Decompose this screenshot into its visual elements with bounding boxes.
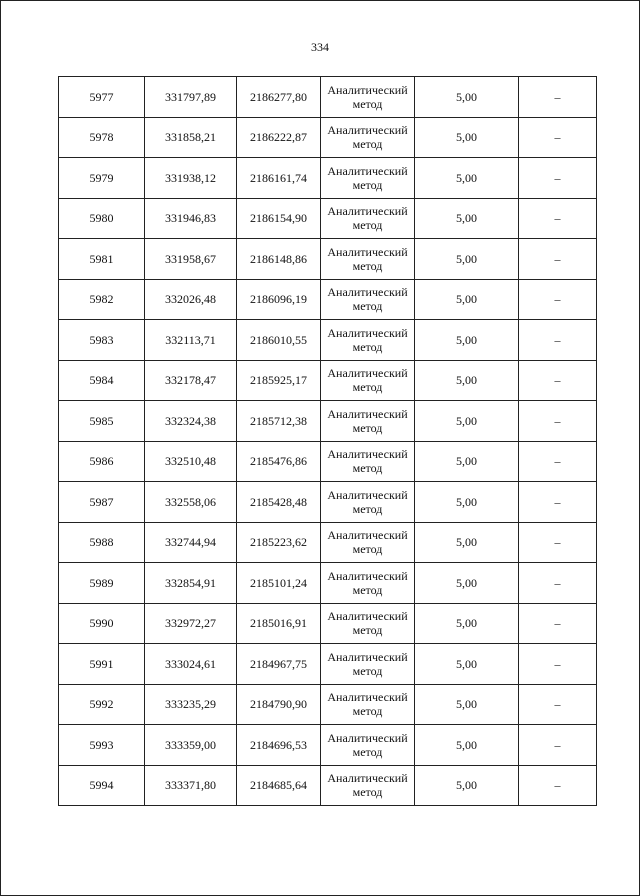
table-row	[59, 360, 597, 401]
note-cell: –	[519, 77, 597, 118]
y-coordinate-cell: 2185428,48	[237, 482, 321, 523]
point-id-cell: 5986	[59, 441, 145, 482]
y-coordinate-cell: 2186096,19	[237, 279, 321, 320]
method-cell: Аналитический метод	[321, 725, 415, 766]
y-coordinate-cell: 2185712,38	[237, 401, 321, 442]
x-coordinate-cell: 331958,67	[145, 239, 237, 280]
table-row	[59, 320, 597, 361]
y-coordinate-cell: 2184685,64	[237, 765, 321, 806]
x-coordinate-cell: 333235,29	[145, 684, 237, 725]
table-body	[59, 77, 597, 806]
note-cell: –	[519, 320, 597, 361]
y-coordinate-cell: 2186161,74	[237, 158, 321, 199]
note-cell: –	[519, 441, 597, 482]
accuracy-cell: 5,00	[415, 77, 519, 118]
x-coordinate-cell: 333359,00	[145, 725, 237, 766]
x-coordinate-cell: 332178,47	[145, 360, 237, 401]
accuracy-cell: 5,00	[415, 198, 519, 239]
table-row	[59, 158, 597, 199]
method-cell: Аналитический метод	[321, 644, 415, 685]
method-cell: Аналитический метод	[321, 522, 415, 563]
table-row	[59, 765, 597, 806]
page-number: 334	[311, 40, 329, 54]
x-coordinate-cell: 331938,12	[145, 158, 237, 199]
y-coordinate-cell: 2186010,55	[237, 320, 321, 361]
table-row	[59, 117, 597, 158]
x-coordinate-cell: 331858,21	[145, 117, 237, 158]
x-coordinate-cell: 333024,61	[145, 644, 237, 685]
note-cell: –	[519, 360, 597, 401]
point-id-cell: 5981	[59, 239, 145, 280]
method-cell: Аналитический метод	[321, 401, 415, 442]
x-coordinate-cell: 332113,71	[145, 320, 237, 361]
coordinates-table	[58, 76, 597, 806]
note-cell: –	[519, 522, 597, 563]
point-id-cell: 5979	[59, 158, 145, 199]
y-coordinate-cell: 2186222,87	[237, 117, 321, 158]
x-coordinate-cell: 332854,91	[145, 563, 237, 604]
table-row	[59, 482, 597, 523]
y-coordinate-cell: 2185223,62	[237, 522, 321, 563]
y-coordinate-cell: 2185101,24	[237, 563, 321, 604]
note-cell: –	[519, 603, 597, 644]
note-cell: –	[519, 158, 597, 199]
method-cell: Аналитический метод	[321, 320, 415, 361]
accuracy-cell: 5,00	[415, 239, 519, 280]
method-cell: Аналитический метод	[321, 765, 415, 806]
point-id-cell: 5978	[59, 117, 145, 158]
note-cell: –	[519, 279, 597, 320]
method-cell: Аналитический метод	[321, 684, 415, 725]
x-coordinate-cell: 332744,94	[145, 522, 237, 563]
note-cell: –	[519, 117, 597, 158]
accuracy-cell: 5,00	[415, 563, 519, 604]
table-row	[59, 522, 597, 563]
method-cell: Аналитический метод	[321, 603, 415, 644]
method-cell: Аналитический метод	[321, 360, 415, 401]
note-cell: –	[519, 644, 597, 685]
point-id-cell: 5980	[59, 198, 145, 239]
method-cell: Аналитический метод	[321, 239, 415, 280]
x-coordinate-cell: 332324,38	[145, 401, 237, 442]
y-coordinate-cell: 2185476,86	[237, 441, 321, 482]
method-cell: Аналитический метод	[321, 117, 415, 158]
point-id-cell: 5989	[59, 563, 145, 604]
point-id-cell: 5994	[59, 765, 145, 806]
table-row	[59, 563, 597, 604]
point-id-cell: 5991	[59, 644, 145, 685]
table-row	[59, 401, 597, 442]
table-row	[59, 603, 597, 644]
accuracy-cell: 5,00	[415, 360, 519, 401]
point-id-cell: 5984	[59, 360, 145, 401]
accuracy-cell: 5,00	[415, 441, 519, 482]
point-id-cell: 5985	[59, 401, 145, 442]
table-row	[59, 644, 597, 685]
point-id-cell: 5990	[59, 603, 145, 644]
y-coordinate-cell: 2186148,86	[237, 239, 321, 280]
y-coordinate-cell: 2184967,75	[237, 644, 321, 685]
y-coordinate-cell: 2184696,53	[237, 725, 321, 766]
accuracy-cell: 5,00	[415, 279, 519, 320]
accuracy-cell: 5,00	[415, 603, 519, 644]
accuracy-cell: 5,00	[415, 401, 519, 442]
accuracy-cell: 5,00	[415, 117, 519, 158]
accuracy-cell: 5,00	[415, 765, 519, 806]
accuracy-cell: 5,00	[415, 684, 519, 725]
accuracy-cell: 5,00	[415, 320, 519, 361]
y-coordinate-cell: 2186154,90	[237, 198, 321, 239]
accuracy-cell: 5,00	[415, 522, 519, 563]
table-row	[59, 77, 597, 118]
point-id-cell: 5983	[59, 320, 145, 361]
x-coordinate-cell: 333371,80	[145, 765, 237, 806]
note-cell: –	[519, 401, 597, 442]
x-coordinate-cell: 332558,06	[145, 482, 237, 523]
note-cell: –	[519, 725, 597, 766]
x-coordinate-cell: 331797,89	[145, 77, 237, 118]
x-coordinate-cell: 332972,27	[145, 603, 237, 644]
table-row	[59, 239, 597, 280]
accuracy-cell: 5,00	[415, 482, 519, 523]
accuracy-cell: 5,00	[415, 158, 519, 199]
note-cell: –	[519, 684, 597, 725]
note-cell: –	[519, 239, 597, 280]
note-cell: –	[519, 482, 597, 523]
table-row	[59, 725, 597, 766]
point-id-cell: 5992	[59, 684, 145, 725]
note-cell: –	[519, 563, 597, 604]
x-coordinate-cell: 332026,48	[145, 279, 237, 320]
method-cell: Аналитический метод	[321, 563, 415, 604]
method-cell: Аналитический метод	[321, 198, 415, 239]
accuracy-cell: 5,00	[415, 644, 519, 685]
method-cell: Аналитический метод	[321, 158, 415, 199]
y-coordinate-cell: 2186277,80	[237, 77, 321, 118]
method-cell: Аналитический метод	[321, 441, 415, 482]
x-coordinate-cell: 332510,48	[145, 441, 237, 482]
y-coordinate-cell: 2184790,90	[237, 684, 321, 725]
method-cell: Аналитический метод	[321, 77, 415, 118]
point-id-cell: 5993	[59, 725, 145, 766]
point-id-cell: 5988	[59, 522, 145, 563]
point-id-cell: 5977	[59, 77, 145, 118]
method-cell: Аналитический метод	[321, 482, 415, 523]
table-row	[59, 279, 597, 320]
y-coordinate-cell: 2185925,17	[237, 360, 321, 401]
method-cell: Аналитический метод	[321, 279, 415, 320]
x-coordinate-cell: 331946,83	[145, 198, 237, 239]
table-row	[59, 441, 597, 482]
note-cell: –	[519, 765, 597, 806]
y-coordinate-cell: 2185016,91	[237, 603, 321, 644]
table-row	[59, 684, 597, 725]
accuracy-cell: 5,00	[415, 725, 519, 766]
point-id-cell: 5987	[59, 482, 145, 523]
point-id-cell: 5982	[59, 279, 145, 320]
note-cell: –	[519, 198, 597, 239]
table-row	[59, 198, 597, 239]
